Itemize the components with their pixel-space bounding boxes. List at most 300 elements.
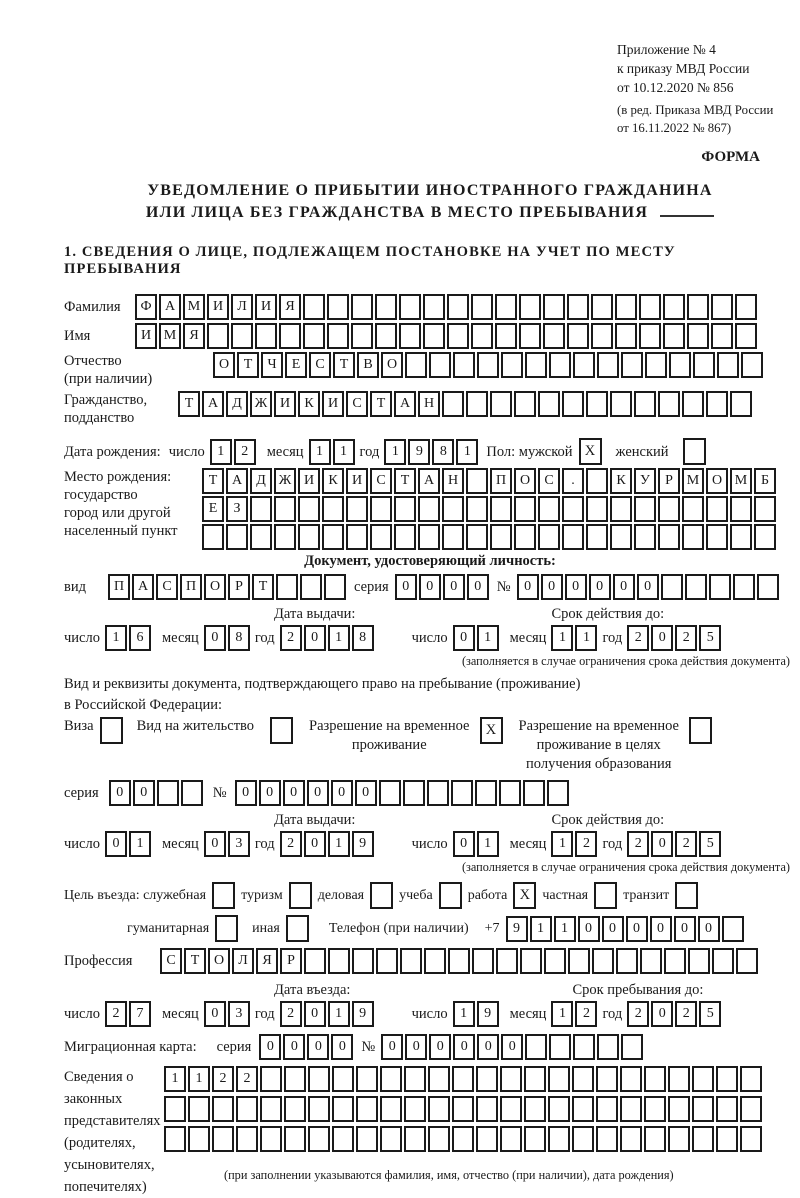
char-cell <box>375 323 397 349</box>
char-cell <box>418 524 440 550</box>
char-cell: Ф <box>135 294 157 320</box>
char-cell <box>716 1096 738 1122</box>
char-cell <box>164 1096 186 1122</box>
stay-month-cells <box>551 1001 597 1027</box>
study-label: учеба <box>399 887 433 903</box>
char-cell: 0 <box>259 780 281 806</box>
patronymic-label: Отчество (при наличии) <box>64 353 153 387</box>
char-cell <box>284 1126 306 1152</box>
char-cell: 2 <box>280 1001 302 1027</box>
char-cell: И <box>135 323 157 349</box>
char-cell: 1 <box>328 831 350 857</box>
char-cell <box>610 524 632 550</box>
edu-permit-label: Разрешение на временное проживание в целях получения образования <box>518 718 679 772</box>
char-cell: 0 <box>541 574 563 600</box>
char-cell: А <box>418 468 440 494</box>
char-cell: 2 <box>627 625 649 651</box>
char-cell <box>231 323 253 349</box>
stay-until-group <box>412 1001 722 1027</box>
transit-checkbox <box>675 882 698 909</box>
char-cell <box>380 1066 402 1092</box>
char-cell <box>514 391 536 417</box>
char-cell: 0 <box>395 574 417 600</box>
day-label: число <box>168 443 205 460</box>
char-cell: И <box>322 391 344 417</box>
char-cell <box>717 352 739 378</box>
identity-doc-heading: Документ, удостоверяющий личность: <box>304 553 556 569</box>
month-label: месяц <box>266 443 304 460</box>
char-cell <box>543 323 565 349</box>
char-cell: 9 <box>352 1001 374 1027</box>
entry-date-group <box>64 1001 374 1027</box>
doc-type-cells <box>108 574 346 600</box>
char-cell: О <box>213 352 235 378</box>
char-cell <box>490 496 512 522</box>
char-cell <box>692 1066 714 1092</box>
char-cell: И <box>274 391 296 417</box>
birth-month-cells <box>309 439 355 465</box>
char-cell <box>706 391 728 417</box>
char-cell <box>212 1096 234 1122</box>
char-cell <box>543 294 565 320</box>
char-cell <box>351 323 373 349</box>
char-cell <box>276 574 298 600</box>
char-cell <box>400 948 422 974</box>
char-cell <box>548 1126 570 1152</box>
char-cell: 5 <box>699 831 721 857</box>
char-cell: 1 <box>309 439 331 465</box>
char-cell <box>685 574 707 600</box>
char-cell <box>736 948 758 974</box>
char-cell <box>572 1066 594 1092</box>
phone-cells <box>506 916 744 942</box>
char-cell <box>466 468 488 494</box>
char-cell: Е <box>285 352 307 378</box>
char-cell: 0 <box>235 780 257 806</box>
char-cell <box>501 352 523 378</box>
tourism-checkbox <box>289 882 312 909</box>
char-cell: 0 <box>651 625 673 651</box>
char-cell <box>525 352 547 378</box>
char-cell: Ч <box>261 352 283 378</box>
char-cell: С <box>156 574 178 600</box>
char-cell <box>451 780 473 806</box>
char-cell <box>236 1096 258 1122</box>
char-cell <box>380 1096 402 1122</box>
char-cell: 0 <box>331 1034 353 1060</box>
char-cell <box>586 524 608 550</box>
char-cell <box>476 1096 498 1122</box>
title-blank-line <box>660 215 714 217</box>
representatives-cells-2 <box>164 1096 762 1122</box>
char-cell <box>740 1096 762 1122</box>
char-cell: В <box>357 352 379 378</box>
char-cell <box>520 948 542 974</box>
char-cell <box>356 1126 378 1152</box>
permit-dates-row <box>64 831 796 857</box>
char-cell: 0 <box>259 1034 281 1060</box>
char-cell: 0 <box>453 831 475 857</box>
other-checkbox <box>286 915 309 942</box>
char-cell: С <box>160 948 182 974</box>
char-cell: Д <box>250 468 272 494</box>
birthplace-row <box>64 468 796 550</box>
char-cell: 0 <box>405 1034 427 1060</box>
char-cell: Л <box>231 294 253 320</box>
char-cell: И <box>298 468 320 494</box>
char-cell: 7 <box>129 1001 151 1027</box>
char-cell: 0 <box>650 916 672 942</box>
phone-label: Телефон (при наличии) <box>328 920 469 936</box>
doc-dates-row <box>64 625 796 651</box>
char-cell: 1 <box>477 831 499 857</box>
char-cell: 0 <box>304 1001 326 1027</box>
char-cell: К <box>322 468 344 494</box>
char-cell: 0 <box>698 916 720 942</box>
entry-year-cells <box>280 1001 374 1027</box>
char-cell <box>621 352 643 378</box>
representatives-cells-1 <box>164 1066 762 1092</box>
char-cell: З <box>226 496 248 522</box>
char-cell <box>157 780 179 806</box>
char-cell <box>490 391 512 417</box>
char-cell <box>284 1066 306 1092</box>
page-title <box>64 180 796 224</box>
year-label: год <box>254 630 275 646</box>
char-cell <box>549 352 571 378</box>
char-cell <box>250 524 272 550</box>
char-cell: 8 <box>228 625 250 651</box>
humanitarian-label: гуманитарная <box>127 920 210 936</box>
char-cell: К <box>298 391 320 417</box>
char-cell: Н <box>418 391 440 417</box>
char-cell: 0 <box>304 625 326 651</box>
char-cell <box>682 496 704 522</box>
char-cell: 1 <box>453 1001 475 1027</box>
day-label: число <box>64 630 100 646</box>
birthplace-cells-3 <box>202 524 776 550</box>
char-cell: 1 <box>129 831 151 857</box>
citizenship-row <box>64 391 796 427</box>
char-cell: 2 <box>675 625 697 651</box>
char-cell <box>645 352 667 378</box>
char-cell <box>735 294 757 320</box>
official-checkbox <box>212 882 235 909</box>
char-cell <box>260 1126 282 1152</box>
char-cell <box>328 948 350 974</box>
char-cell <box>356 1096 378 1122</box>
char-cell <box>562 391 584 417</box>
month-label: месяц <box>509 630 547 646</box>
char-cell: 9 <box>477 1001 499 1027</box>
char-cell <box>525 1034 547 1060</box>
char-cell <box>298 524 320 550</box>
surname-label: Фамилия <box>64 299 121 315</box>
char-cell <box>596 1126 618 1152</box>
char-cell <box>471 323 493 349</box>
mig-series-label: серия <box>216 1039 252 1055</box>
transit-label: транзит <box>623 887 670 903</box>
char-cell: 0 <box>651 831 673 857</box>
char-cell: 0 <box>565 574 587 600</box>
char-cell: Я <box>256 948 278 974</box>
birth-day-cells <box>210 439 256 465</box>
char-cell <box>284 1096 306 1122</box>
char-cell <box>442 391 464 417</box>
header-line: от 10.12.2020 № 856 <box>617 80 734 95</box>
char-cell: 0 <box>651 1001 673 1027</box>
gender-female-checkbox <box>683 438 706 465</box>
doc-valid-note: (заполняется в случае ограничения срока действия документа) <box>461 654 790 668</box>
doc-issue-year-cells <box>280 625 374 651</box>
char-cell: Т <box>394 468 416 494</box>
char-cell: М <box>730 468 752 494</box>
char-cell <box>572 1126 594 1152</box>
char-cell: М <box>159 323 181 349</box>
char-cell <box>207 323 229 349</box>
char-cell <box>346 524 368 550</box>
char-cell: 0 <box>331 780 353 806</box>
char-cell <box>524 1096 546 1122</box>
char-cell <box>475 780 497 806</box>
char-cell: А <box>159 294 181 320</box>
char-cell <box>448 948 470 974</box>
permit-series-cells <box>109 780 203 806</box>
char-cell: П <box>108 574 130 600</box>
char-cell: 1 <box>328 625 350 651</box>
char-cell <box>634 524 656 550</box>
char-cell <box>709 574 731 600</box>
study-checkbox <box>439 882 462 909</box>
char-cell: О <box>381 352 403 378</box>
char-cell: 0 <box>602 916 624 942</box>
temp-permit-checkbox: X <box>480 717 503 744</box>
char-cell <box>730 524 752 550</box>
char-cell <box>403 780 425 806</box>
profession-cells <box>160 948 758 974</box>
char-cell: О <box>514 468 536 494</box>
char-cell <box>548 1096 570 1122</box>
char-cell <box>236 1126 258 1152</box>
char-cell <box>308 1066 330 1092</box>
char-cell: 2 <box>575 1001 597 1027</box>
char-cell <box>495 294 517 320</box>
char-cell: 1 <box>105 625 127 651</box>
representatives-cells-block <box>164 1066 762 1183</box>
char-cell: 1 <box>456 439 478 465</box>
section1-heading: 1. СВЕДЕНИЯ О ЛИЦЕ, ПОДЛЕЖАЩЕМ ПОСТАНОВКЕ НА УЧЕТ ПО МЕСТУ ПРЕБЫВАНИЯ <box>64 244 676 277</box>
char-cell <box>610 391 632 417</box>
char-cell <box>327 323 349 349</box>
char-cell <box>597 352 619 378</box>
char-cell: 1 <box>575 625 597 651</box>
char-cell: Т <box>333 352 355 378</box>
char-cell <box>447 323 469 349</box>
char-cell <box>322 496 344 522</box>
doc-series-cells <box>395 574 489 600</box>
char-cell <box>663 323 685 349</box>
char-cell <box>202 524 224 550</box>
char-cell <box>591 294 613 320</box>
doc-type-row <box>64 574 796 600</box>
citizenship-cells <box>178 391 752 417</box>
char-cell <box>722 916 744 942</box>
char-cell <box>644 1126 666 1152</box>
char-cell <box>423 294 445 320</box>
char-cell: 3 <box>228 831 250 857</box>
char-cell <box>658 391 680 417</box>
birthplace-cells-block <box>202 468 776 550</box>
char-cell: 0 <box>501 1034 523 1060</box>
char-cell <box>399 323 421 349</box>
representatives-row <box>64 1066 796 1198</box>
char-cell: Ж <box>250 391 272 417</box>
char-cell: 1 <box>164 1066 186 1092</box>
char-cell <box>279 323 301 349</box>
char-cell <box>741 352 763 378</box>
char-cell: 2 <box>675 831 697 857</box>
char-cell <box>735 323 757 349</box>
edu-permit-checkbox <box>689 717 712 744</box>
doc-issue-day-cells <box>105 625 151 651</box>
char-cell <box>308 1096 330 1122</box>
char-cell <box>404 1126 426 1152</box>
year-label: год <box>359 443 380 460</box>
birth-year-cells <box>384 439 478 465</box>
char-cell <box>477 352 499 378</box>
char-cell: 5 <box>699 1001 721 1027</box>
char-cell: 1 <box>188 1066 210 1092</box>
char-cell <box>500 1066 522 1092</box>
char-cell: Р <box>280 948 302 974</box>
char-cell <box>712 948 734 974</box>
business-label: деловая <box>317 887 365 903</box>
char-cell: А <box>394 391 416 417</box>
birthdate-label: Дата рождения: <box>64 443 161 460</box>
char-cell: Р <box>658 468 680 494</box>
char-cell <box>615 294 637 320</box>
char-cell <box>356 1066 378 1092</box>
business-checkbox <box>370 882 393 909</box>
doc-valid-day-cells <box>453 625 499 651</box>
header-reference <box>617 40 796 137</box>
char-cell <box>428 1126 450 1152</box>
char-cell <box>615 323 637 349</box>
char-cell <box>399 294 421 320</box>
char-cell <box>547 780 569 806</box>
char-cell <box>634 496 656 522</box>
char-cell: 1 <box>477 625 499 651</box>
char-cell <box>586 468 608 494</box>
permit-series-row <box>64 780 796 806</box>
temp-permit-label: Разрешение на временное проживание <box>309 718 470 753</box>
char-cell: . <box>562 468 584 494</box>
char-cell: 1 <box>551 625 573 651</box>
char-cell <box>562 496 584 522</box>
char-cell <box>733 574 755 600</box>
char-cell <box>427 780 449 806</box>
char-cell: 0 <box>381 1034 403 1060</box>
patronymic-row <box>64 352 796 388</box>
year-label: год <box>602 630 623 646</box>
char-cell <box>610 496 632 522</box>
char-cell: П <box>180 574 202 600</box>
char-cell: 0 <box>304 831 326 857</box>
residence-doc-line1: Вид и реквизиты документа, подтверждающего право на пребывание (проживание) <box>64 676 581 692</box>
residence-doc-line2: в Российской Федерации: <box>64 697 223 713</box>
char-cell <box>616 948 638 974</box>
char-cell <box>687 294 709 320</box>
char-cell: 0 <box>109 780 131 806</box>
entry-dates-row <box>64 1001 796 1027</box>
char-cell <box>572 1096 594 1122</box>
char-cell: Т <box>202 468 224 494</box>
char-cell <box>621 1034 643 1060</box>
surname-cells <box>135 294 757 320</box>
migration-card-label: Миграционная карта: <box>64 1039 197 1055</box>
char-cell <box>692 1126 714 1152</box>
char-cell: С <box>370 468 392 494</box>
char-cell <box>495 323 517 349</box>
char-cell <box>476 1066 498 1092</box>
char-cell <box>304 948 326 974</box>
birthplace-label: Место рождения: государство город или другой населенный пункт <box>64 469 178 539</box>
char-cell <box>332 1066 354 1092</box>
char-cell: Я <box>279 294 301 320</box>
char-cell: 2 <box>280 625 302 651</box>
char-cell <box>687 323 709 349</box>
header-line: к приказу МВД России <box>617 61 750 76</box>
char-cell <box>620 1066 642 1092</box>
char-cell: 0 <box>419 574 441 600</box>
char-cell <box>472 948 494 974</box>
gender-male-checkbox: X <box>579 438 602 465</box>
char-cell: Л <box>232 948 254 974</box>
work-label: работа <box>467 887 508 903</box>
char-cell: Ж <box>274 468 296 494</box>
char-cell <box>664 948 686 974</box>
birthdate-group <box>169 439 479 465</box>
day-label: число <box>411 1006 448 1022</box>
char-cell: Д <box>226 391 248 417</box>
header-line: (в ред. Приказа МВД России <box>617 103 774 117</box>
permit-dates-labels <box>64 812 796 829</box>
char-cell: 1 <box>530 916 552 942</box>
representatives-note: (при заполнении указываются фамилия, имя, отчество (при наличии), дата рождения) <box>224 1168 674 1182</box>
humanitarian-checkbox <box>215 915 238 942</box>
title-line2: ИЛИ ЛИЦА БЕЗ ГРАЖДАНСТВА В МЕСТО ПРЕБЫВАНИЯ <box>64 202 796 224</box>
char-cell: 1 <box>384 439 406 465</box>
work-checkbox: X <box>513 882 536 909</box>
char-cell: М <box>183 294 205 320</box>
char-cell <box>447 294 469 320</box>
char-cell: 1 <box>551 1001 573 1027</box>
char-cell <box>424 948 446 974</box>
char-cell <box>394 496 416 522</box>
char-cell: И <box>346 468 368 494</box>
char-cell <box>620 1126 642 1152</box>
char-cell: 0 <box>637 574 659 600</box>
residence-permit-label: Вид на жительство <box>136 718 255 734</box>
char-cell: 2 <box>212 1066 234 1092</box>
char-cell <box>332 1126 354 1152</box>
phone-prefix: +7 <box>484 920 500 936</box>
doc-valid-year-cells <box>627 625 721 651</box>
year-label: год <box>602 836 623 852</box>
char-cell: 0 <box>589 574 611 600</box>
doc-issue-date-label: Дата выдачи: <box>274 606 356 622</box>
char-cell <box>351 294 373 320</box>
